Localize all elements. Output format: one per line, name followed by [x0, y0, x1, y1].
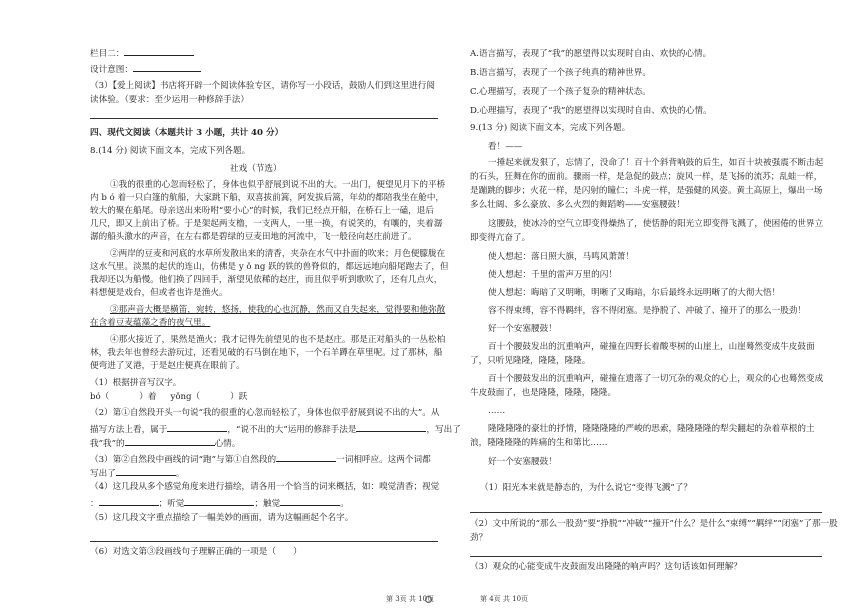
r9-line: 百十个腰鼓发出的沉重响声，碰撞在遗落了一切冗杂的观众的心上，观众的心也蓦然变成	[488, 374, 824, 384]
p2-line: 我却还以为船慢。他们换了四回手，渐望见依稀的赵庄，而且似乎听到歌吹了，还有几点火，	[90, 275, 443, 285]
r12-line: 好一个安塞腰鼓！	[488, 457, 557, 467]
right-page	[430, 0, 860, 608]
r4-line: 使人想起：千里的雷声万里的闪！	[488, 270, 617, 280]
design-intent-blank[interactable]	[133, 62, 201, 72]
r8-line: 百十个腰鼓发出的沉重响声，碰撞在四野长着酸枣树的山崖上，山崖蓦然变成牛皮鼓面	[488, 342, 815, 352]
sq4-line1: （4）这几段从多个感觉角度来进行描绘，请各用一个恰当的词来概括，如：嗅觉清香；视觉	[90, 482, 440, 492]
option-d[interactable]: D.心理描写，表现了“我”的愿望得以实现时自由、欢快的心情。	[470, 106, 712, 116]
sq2-blank-1[interactable]	[167, 422, 227, 432]
sq2-blank-3[interactable]	[125, 436, 215, 446]
sq2-blank-2[interactable]	[356, 422, 426, 432]
option-b[interactable]: B.语言描写，表现了一个孩子纯真的精神世界。	[470, 68, 651, 78]
rq2-line2: 劲？	[470, 533, 488, 543]
p3-line: 在含着豆麦蕴藻之香的夜气里。	[90, 318, 211, 328]
sq4-2d: 。	[340, 499, 349, 509]
option-c[interactable]: C.心理描写，表现了一个孩子复杂的精神状态。	[470, 87, 651, 97]
column2-blank[interactable]	[124, 46, 194, 56]
r6-line: 容不得束缚，容不得羁绊，容不得闭塞。是挣脱了、冲破了、撞开了的那么一股劲！	[488, 306, 806, 316]
column2-line	[90, 46, 194, 60]
p1-line: 内 b ó 着一只白篷的航船，大家跳下船，双喜拔前篙，阿发拔后篙，年幼的都陪我坐在舱中，	[90, 193, 445, 203]
sq3-1b: 一词相呼应。这两个词都	[336, 455, 431, 465]
sq4-2a: ：	[90, 499, 99, 509]
p1-line: ①我的很重的心忽而轻松了，身体也似乎舒展到说不出的大。一出门，便望见月下的平桥	[110, 180, 446, 190]
r5-line: 使人想起：晦暗了又明晰，明晰了又晦暗，尔后最终永远明晰了的大彻大悟！	[488, 288, 781, 298]
r7-line: 好一个安塞腰鼓！	[488, 324, 557, 334]
sq4-blank-2[interactable]	[184, 496, 254, 506]
p1-line: 较大的聚在船尾。母亲送出来吩咐“要小心”的时候，我们已经点开船，在桥石上一磕，退后	[90, 206, 434, 216]
r8-line: 了，只听见隆隆，隆隆，隆隆。	[470, 356, 591, 366]
p1-line: 几尺，即又上前出了桥。于是架起两支橹，一支两人，一里一换，有说笑的，有嚷的，夹着潺	[90, 219, 443, 229]
sq2-line1: （2）第①自然段开头一句说“我的很重的心忽而轻松了，身体也似乎舒展到说不出的大”。从	[90, 408, 440, 418]
sq3-2a: 写出了	[90, 469, 116, 479]
sq2-line2	[90, 422, 461, 436]
passage-title: 社戏（节选）	[230, 164, 282, 174]
r9-line: 牛皮鼓面了，也是隆隆，隆隆，隆隆。	[470, 388, 617, 398]
sq2-2a: 描写方法上看，属于	[90, 425, 168, 435]
r2-line: 这腰鼓，使冰冷的空气立即变得燥热了，使恬静的阳光立即变得飞溅了，使困倦的世界立	[488, 219, 824, 229]
rq1-text: （1）阳光本来就是静态的，为什么说它“变得飞溅”了？	[480, 483, 692, 493]
p2-line: 料想便是戏台，但或者也许是渔火。	[90, 288, 228, 298]
p3-line: ③那声音大概是横笛，宛转，悠扬，使我的心也沉静，然而又自失起来，觉得要和他弥散	[110, 305, 446, 315]
sq3-2b: 。	[175, 469, 185, 479]
rq2-answer-line[interactable]	[470, 556, 822, 557]
sq2-3a: 我”我”的	[90, 439, 125, 449]
page-footer: 第 4页 共 10页	[480, 595, 529, 603]
kan-text: 看！——	[488, 142, 523, 152]
sq2-line3	[90, 436, 240, 450]
q9-heading: 9.(13 分) 阅读下面文本，完成下列各题。	[470, 123, 631, 133]
p4-line: 便弯进了叉港，于是赵庄便真在眼前了。	[90, 361, 245, 371]
sq3-blank-2[interactable]	[116, 466, 176, 476]
sq3-line2	[90, 466, 184, 480]
sq1-d: ）跃	[230, 392, 248, 402]
rq3-text: （3）观众的心能变成牛皮鼓面发出隆隆的响声吗？这句话该如何理解？	[470, 562, 742, 572]
sq4-line2	[90, 496, 349, 510]
sq4-2b: ；听觉	[158, 499, 185, 509]
sq3-blank-1[interactable]	[276, 452, 336, 462]
sq5-answer-line[interactable]	[90, 541, 438, 542]
r1-line: 多么壮阔、多么豪放、多么火烈的舞蹈哟——安塞腰鼓！	[470, 200, 685, 210]
page-footer: 第 3页 共 10页	[386, 595, 435, 603]
answer-line[interactable]	[90, 118, 438, 119]
sq4-2c: ；触觉	[254, 499, 281, 509]
sq1-text: （1）根据拼音写汉字。	[90, 378, 182, 388]
sq2-3b: 心情。	[214, 439, 241, 449]
r1-line: 的石头，狂舞在你的面前。骤雨一样，是急促的鼓点；旋风一样，是飞扬的流苏；乱蛙一样，	[470, 172, 823, 182]
sq1-b: ）着	[139, 392, 157, 402]
option-a[interactable]: A.语言描写，表现了“我”的愿望得以实现时自由、欢快的心情。	[470, 49, 712, 59]
sq6-text: （6）对选文第③段画线句子理解正确的一项是（ ）	[90, 547, 302, 557]
sq4-blank-1[interactable]	[99, 496, 159, 506]
r1-line: 是蹦跳的脚步；火花一样，是闪射的瞳仁；斗虎一样，是强健的风姿。黄土高原上，爆出一场	[470, 186, 823, 196]
q8-heading: 8.(14 分) 阅读下面文本，完成下列各题。	[90, 146, 251, 156]
r2-line: 即变得亢奋了。	[470, 233, 531, 243]
p2-line: ②两岸的豆麦和河底的水草所发散出来的清香，夹杂在水气中扑面的吹来；月色便朦胧在	[110, 249, 446, 259]
sq4-blank-3[interactable]	[280, 496, 340, 506]
rq2-line1: （2）文中所说的“那么一股劲”要“挣脱”“冲破”“撞开”什么？是什么“束缚”“羁绊”“闭塞”了那一股	[470, 519, 838, 529]
r1-line: 一捶起来就发狠了，忘情了，没命了！百十个斜背响鼓的后生，如百十块被强震不断击起	[488, 158, 824, 168]
design-intent-label: 设计意图：	[90, 65, 133, 75]
sq5-text: （5）这几段文字重点描绘了一幅美妙的画面，请为这幅画起个名字。	[90, 513, 354, 523]
sq2-2c: ，写出了	[426, 425, 461, 435]
p2-line: 这水气里。淡黑的起伏的连山，仿佛是 y ǒ ng 跃的铁的兽脊似的，都远远地向船尾跑去了，但	[90, 262, 449, 272]
sq1-c: yǒng（	[170, 392, 201, 402]
design-intent-line	[90, 62, 201, 76]
sq1-a: bó（	[90, 392, 110, 402]
p4-line: ④那火接近了，果然是渔火；我才记得先前望见的也不是赵庄。那是正对船头的一丛松柏	[110, 335, 446, 345]
q3-line1: （3）【爱上阅读】书店将开辟一个阅读体验专区，请你写一小段话，鼓励人们到这里进行阅	[90, 81, 435, 91]
sq3-1a: （3）第②自然段中画线的词“跑”与第①自然段的	[90, 455, 277, 465]
column2-label: 栏目二：	[90, 49, 125, 59]
q3-line2: 读体验。（要求：至少运用一种修辞手法）	[90, 95, 249, 105]
r11-line: 浪，隆隆隆隆的阵痛的生和第比……	[470, 438, 608, 448]
r3-line: 使人想起：落日照大旗，马鸣风萧萧！	[488, 252, 635, 262]
p1-line: 潺的船头激水的声音，在左右都是碧绿的豆麦田地的河流中，飞一般径向赵庄前进了。	[90, 232, 417, 242]
r11-line: 隆隆隆隆的豪壮的抒情，隆隆隆隆的严峻的思索，隆隆隆隆的犁尖翻起的杂着草根的土	[488, 424, 815, 434]
sq1-answer-line	[90, 392, 247, 403]
sq3-line1	[90, 452, 431, 466]
rq1-answer-line[interactable]	[470, 512, 822, 513]
sq2-2b: ，“说不出的大”运用的修辞手法是	[227, 425, 357, 435]
section4-heading: 四、现代文阅读（本题共计 3 小题，共计 40 分）	[90, 128, 284, 138]
p4-line: 林，我去年也曾经去游玩过，还看见破的石马倒在地下，一个石羊蹲在草里呢。过了那林，船	[90, 348, 443, 358]
r10-line: ……	[488, 406, 506, 416]
